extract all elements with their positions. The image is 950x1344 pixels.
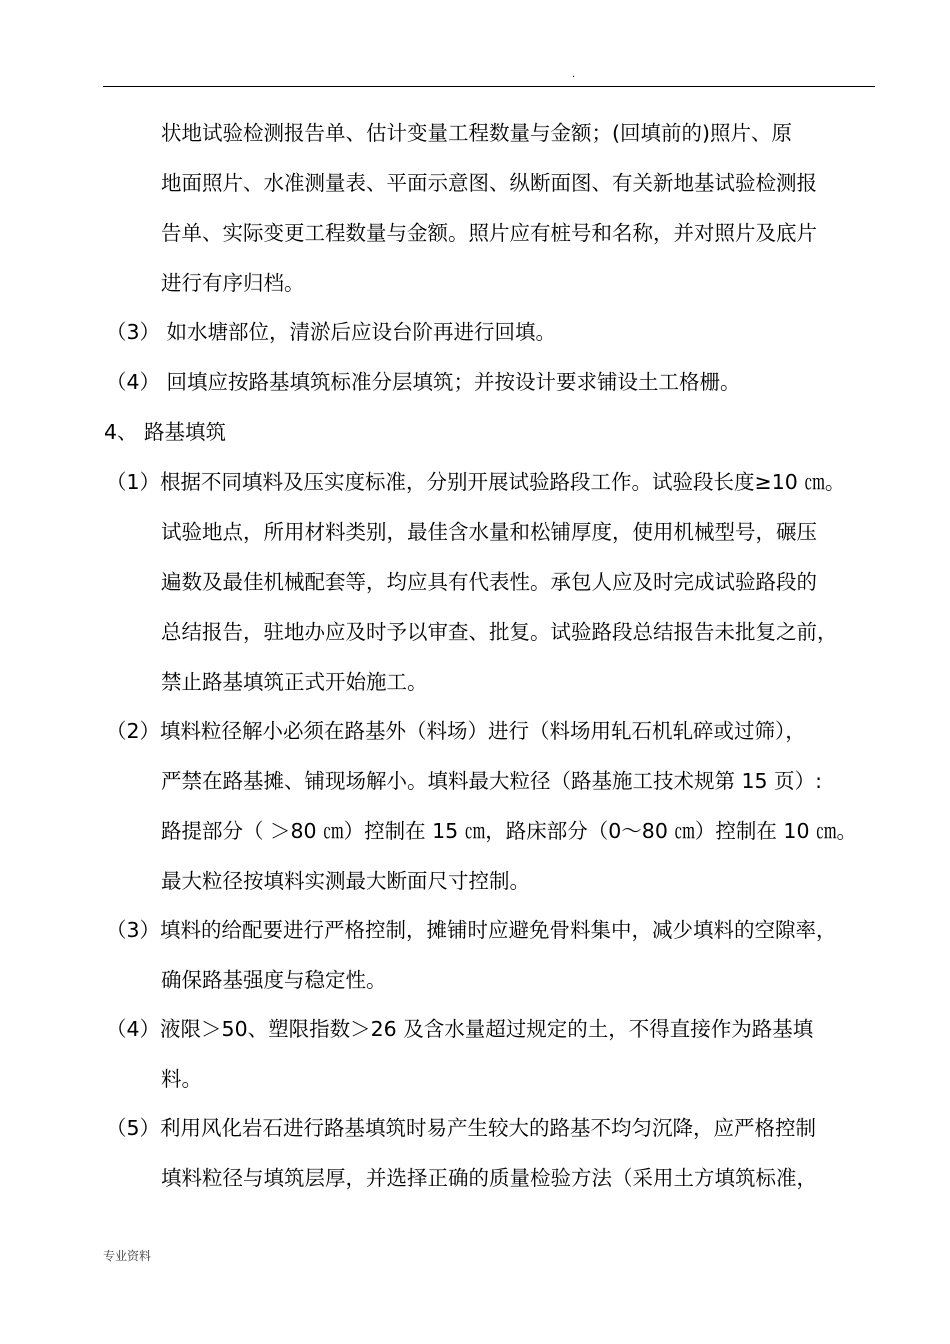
footer-label: 专业资料: [103, 1249, 152, 1263]
paragraph-line: 最大粒径按填料实测最大断面尺寸控制。: [161, 869, 530, 893]
paragraph-line: 路提部分（ ＞80 ㎝）控制在 15 ㎝，路床部分（0～80 ㎝）控制在 10 ㎝。: [161, 819, 857, 843]
paragraph-line: 试验地点，所用材料类别，最佳含水量和松铺厚度，使用机械型号，碾压: [161, 520, 817, 544]
list-item-line: （2）填料粒径解小必须在路基外（料场）进行（料场用轧石机轧碎或过筛），: [106, 719, 806, 743]
paragraph-line: 进行有序归档。: [161, 271, 305, 295]
list-item-line: （1）根据不同填料及压实度标准，分别开展试验路段工作。试验段长度≥10 ㎝。: [106, 470, 846, 494]
paragraph-line: 填料粒径与填筑层厚，并选择正确的质量检验方法（采用土方填筑标准，: [161, 1166, 817, 1190]
paragraph-line: 遍数及最佳机械配套等，均应具有代表性。承包人应及时完成试验路段的: [161, 570, 817, 594]
list-item-line: （4）液限＞50、塑限指数＞26 及含水量超过规定的土，不得直接作为路基填: [106, 1017, 814, 1041]
list-item-line: （3）填料的给配要进行严格控制，摊铺时应避免骨料集中，减少填料的空隙率，: [106, 918, 837, 942]
list-item-line: （5）利用风化岩石进行路基填筑时易产生较大的路基不均匀沉降，应严格控制: [106, 1116, 817, 1140]
list-item-line: （3） 如水塘部位，清淤后应设台阶再进行回填。: [106, 320, 557, 344]
header-rule: [103, 86, 875, 87]
paragraph-line: 禁止路基填筑正式开始施工。: [161, 670, 428, 694]
paragraph-line: 总结报告，驻地办应及时予以审查、批复。试验路段总结报告未批复之前，: [161, 620, 838, 644]
paragraph-line: 状地试验检测报告单、估计变量工程数量与金额；(回填前的)照片、原: [161, 121, 792, 145]
paragraph-line: 料。: [161, 1067, 202, 1091]
paragraph-line: 严禁在路基摊、铺现场解小。填料最大粒径（路基施工技术规第 15 页）:: [161, 769, 823, 793]
paragraph-line: 地面照片、水准测量表、平面示意图、纵断面图、有关新地基试验检测报: [161, 171, 817, 195]
list-item-line: （4） 回填应按路基填筑标准分层填筑；并按设计要求铺设土工格栅。: [106, 370, 741, 394]
paragraph-line: 确保路基强度与稳定性。: [161, 968, 387, 992]
paragraph-line: 告单、实际变更工程数量与金额。照片应有桩号和名称，并对照片及底片: [161, 221, 817, 245]
section-heading: 4、 路基填筑: [104, 420, 227, 444]
header-mark: .: [572, 69, 576, 80]
